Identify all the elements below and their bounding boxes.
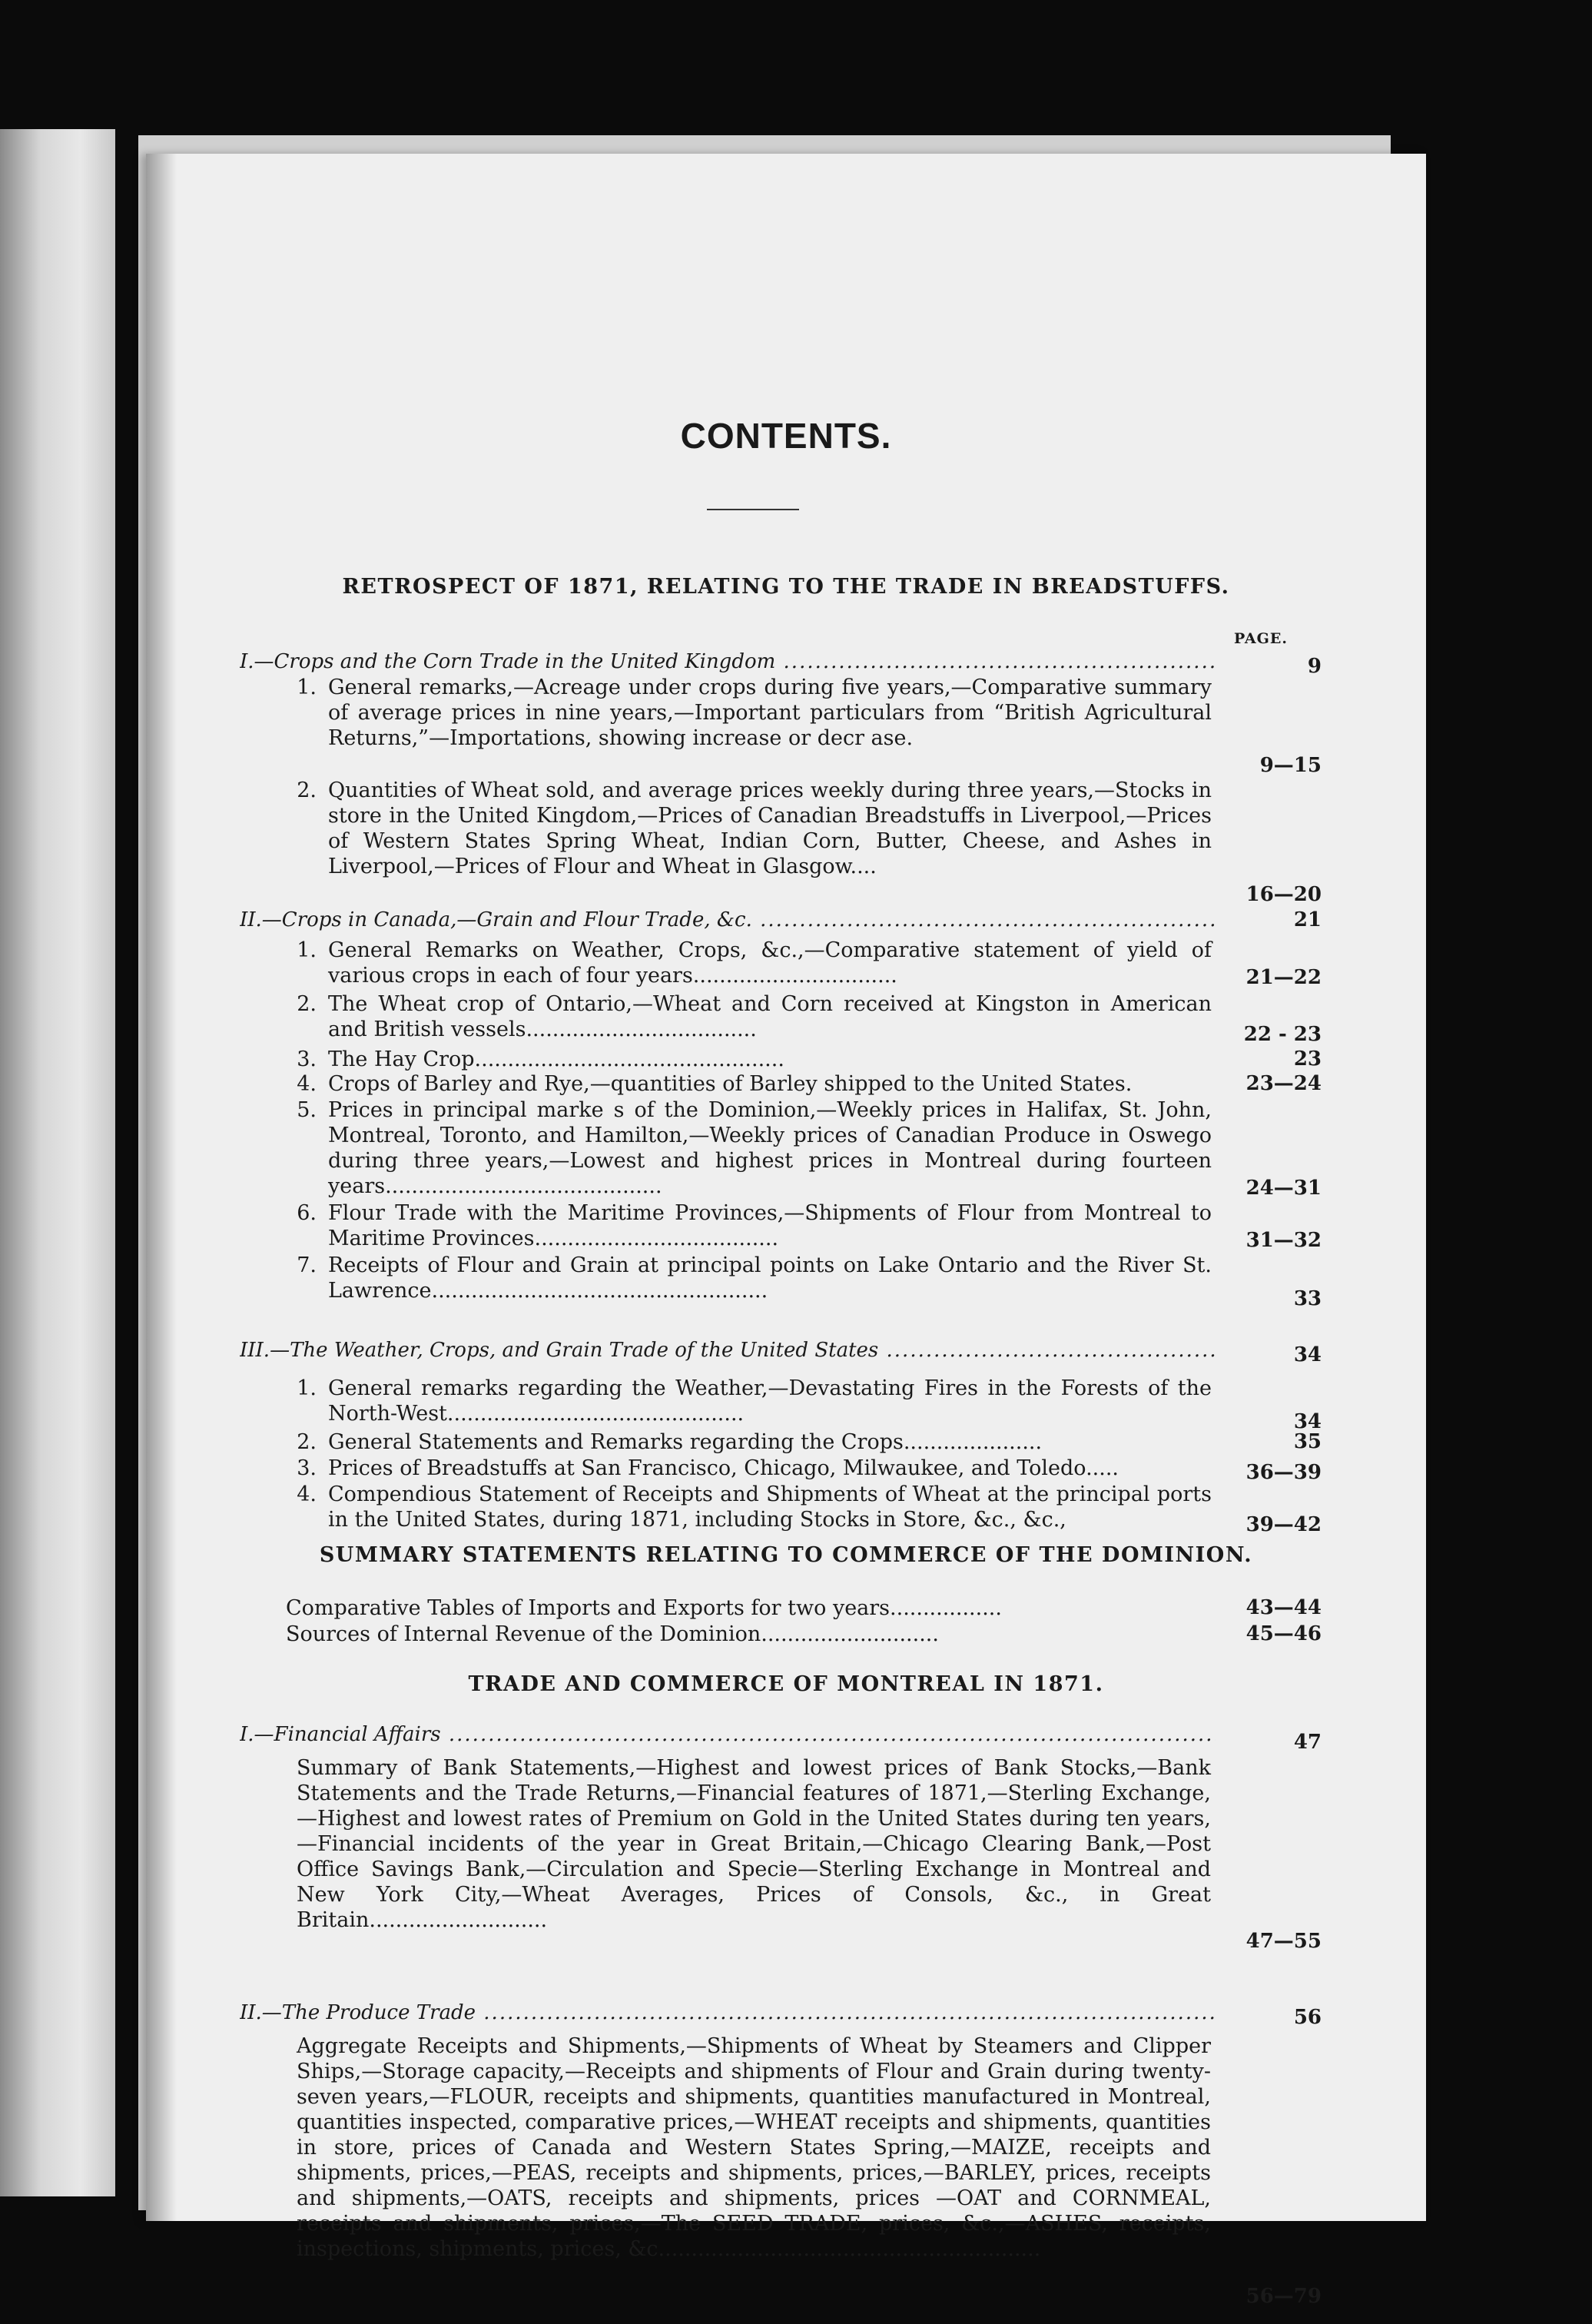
entry-number: 1. bbox=[297, 676, 317, 699]
page-number: 56—79 bbox=[1245, 2285, 1322, 2308]
title-rule bbox=[707, 509, 799, 510]
facing-page-edge bbox=[0, 129, 115, 2196]
entry-number: 6. bbox=[297, 1201, 317, 1225]
page-number: 24—31 bbox=[1245, 1177, 1322, 1200]
section-heading-summary: SUMMARY STATEMENTS RELATING TO COMMERCE OF THE DOMINION. bbox=[319, 1543, 1253, 1567]
page-number: 21 bbox=[1293, 908, 1322, 931]
page-column-label: PAGE. bbox=[1234, 630, 1288, 647]
entry-number: 4. bbox=[297, 1072, 317, 1096]
entry-text: Flour Trade with the Maritime Provinces,—Shipments of Flour from Montreal to Maritime Provinces..................................... bbox=[328, 1201, 1212, 1250]
entry-number: 3. bbox=[297, 1456, 317, 1480]
part-label: II.—Crops in Canada,—Grain and Flour Trade, &c. ..... bbox=[240, 908, 1216, 931]
page-number: 21—22 bbox=[1245, 966, 1322, 989]
entry-number: 1. bbox=[297, 938, 317, 962]
page-number: 47—55 bbox=[1245, 1930, 1322, 1953]
entry-number: 4. bbox=[297, 1482, 317, 1506]
entry-text: Receipts of Flour and Grain at principal points on Lake Ontario and the River St. Lawrence................................................... bbox=[328, 1253, 1212, 1303]
entry-text: Crops of Barley and Rye,—quantities of Barley shipped to the United States. bbox=[328, 1072, 1133, 1096]
section-heading-montreal: TRADE AND COMMERCE OF MONTREAL IN 1871. bbox=[468, 1672, 1104, 1696]
page-number: 56 bbox=[1293, 2006, 1322, 2029]
entry-text: General Statements and Remarks regarding the Crops..................... bbox=[328, 1430, 1043, 1454]
page-number: 9 bbox=[1307, 655, 1322, 678]
page-number: 39—42 bbox=[1245, 1513, 1322, 1536]
entry-number: 2. bbox=[297, 1430, 317, 1454]
page-number: 16—20 bbox=[1245, 883, 1322, 906]
page-number: 31—32 bbox=[1245, 1229, 1322, 1252]
entry-number: 3. bbox=[297, 1047, 317, 1071]
page-gutter-shadow bbox=[146, 154, 177, 2221]
entry-number: 7. bbox=[297, 1253, 317, 1277]
page-number: 22 - 23 bbox=[1243, 1023, 1322, 1046]
entry-text: Aggregate Receipts and Shipments,—Shipments of Wheat by Steamers and Clipper Ships,—Storage capacity,—Receipts and shipments of Flour and Grain during twenty-seven years,—FLOUR, receipts and shipments, quantities manufactured in Montreal, quantities inspected, comparative prices,—WHEAT receipts and shipments, quantities in store, prices of Canada and Western States Spring,—MAIZE, receipts and shipments, prices,—PEAS, receipts and shipments, prices,—BARLEY, prices, receipts and shipments,—OATS, receipts and shipments, prices —OAT and CORNMEAL, receipts and shipments, prices,—The SEED TRADE, prices, &c.,—ASHES, receipts, inspections, shipments, prices, &c.......................................................... bbox=[297, 2034, 1211, 2261]
entry-text: General remarks regarding the Weather,—Devastating Fires in the Forests of the North-West............................................. bbox=[328, 1376, 1212, 1426]
entry-text: The Hay Crop............................................... bbox=[328, 1047, 784, 1071]
entry-text: The Wheat crop of Ontario,—Wheat and Corn received at Kingston in American and British vessels................................... bbox=[328, 992, 1212, 1041]
entry-text: Summary of Bank Statements,—Highest and lowest prices of Bank Stocks,—Bank Statements and the Trade Returns,—Financial features of 1871,—Sterling Exchange,—Highest and lowest rates of Premium on Gold in the United States during ten years,—Financial incidents of the year in Great Britain,—Chicago Clearing Bank,—Post Office Savings Bank,—Circulation and Specie—Sterling Exchange in Montreal and New York City,—Wheat Averages, Prices of Consols, &c., in Great Britain........................... bbox=[297, 1756, 1211, 1932]
entry-text: Compendious Statement of Receipts and Shipments of Wheat at the principal ports in the United States, during 1871, including Stocks in Store, &c., &c., bbox=[328, 1482, 1212, 1532]
page-number: 9—15 bbox=[1259, 754, 1322, 777]
entry-text: General remarks,—Acreage under crops during five years,—Comparative summary of average prices in nine years,—Important particulars from “British Agricultural Returns,”—Importations, showing increase or decr ase. bbox=[328, 676, 1212, 750]
page-number: 43—44 bbox=[1245, 1596, 1322, 1619]
part-label: I.—Crops and the Corn Trade in the United Kingdom ..... bbox=[240, 650, 1216, 673]
page-title: CONTENTS. bbox=[680, 416, 892, 456]
page-number: 47 bbox=[1293, 1731, 1322, 1754]
part-label: III.—The Weather, Crops, and Grain Trade of the United States ..... bbox=[240, 1339, 1216, 1362]
part-label: I.—Financial Affairs ..... bbox=[240, 1723, 1216, 1746]
entry-text: Prices of Breadstuffs at San Francisco, Chicago, Milwaukee, and Toledo..... bbox=[328, 1456, 1119, 1480]
entry-text: Quantities of Wheat sold, and average prices weekly during three years,—Stocks in store in the United Kingdom,—Prices of Canadian Breadstuffs in Liverpool,—Prices of Western States Spring Wheat, Indian Corn, Butter, Cheese, and Ashes in Liverpool,—Prices of Flour and Wheat in Glasgow.... bbox=[328, 779, 1212, 878]
page-number: 33 bbox=[1293, 1287, 1322, 1310]
entry-text: Comparative Tables of Imports and Exports for two years................. bbox=[286, 1596, 1002, 1620]
page-number: 34 bbox=[1293, 1343, 1322, 1366]
page-number: 36—39 bbox=[1245, 1461, 1322, 1484]
part-label: II.—The Produce Trade ..... bbox=[240, 2001, 1216, 2024]
entry-text: Sources of Internal Revenue of the Dominion........................... bbox=[286, 1622, 939, 1646]
page-number: 34 bbox=[1293, 1410, 1322, 1433]
entry-number: 2. bbox=[297, 779, 317, 802]
entry-number: 1. bbox=[297, 1376, 317, 1400]
entry-number: 2. bbox=[297, 992, 317, 1016]
section-heading-retrospect: RETROSPECT OF 1871, RELATING TO THE TRADE IN BREADSTUFFS. bbox=[342, 575, 1230, 599]
entry-text: General Remarks on Weather, Crops, &c.,—Comparative statement of yield of various crops in each of four years............................... bbox=[328, 938, 1212, 988]
document-page bbox=[146, 154, 1426, 2308]
entry-text: Prices in principal marke s of the Dominion,—Weekly prices in Halifax, St. John, Montreal, Toronto, and Hamilton,—Weekly prices of Canadian Produce in Oswego during three years,—Lowest and highest prices in Montreal during fourteen years.......................................... bbox=[328, 1098, 1212, 1198]
page-number: 23—24 bbox=[1245, 1072, 1322, 1095]
page-number: 35 bbox=[1293, 1430, 1322, 1453]
page-number: 45—46 bbox=[1245, 1622, 1322, 1645]
page-number: 23 bbox=[1293, 1047, 1322, 1071]
entry-number: 5. bbox=[297, 1098, 317, 1122]
